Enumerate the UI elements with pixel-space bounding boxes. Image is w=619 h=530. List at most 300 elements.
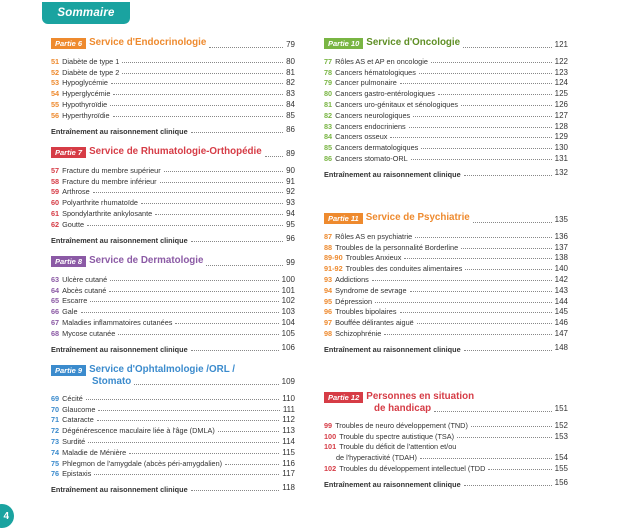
dot-leader bbox=[110, 280, 278, 281]
entry-label: Abcès cutané bbox=[62, 285, 107, 295]
dot-leader bbox=[463, 47, 552, 48]
entry-label: Schizophrénie bbox=[335, 328, 382, 338]
entry-label: Entraînement au raisonnement clinique bbox=[51, 485, 188, 495]
entry-label: Cancers neurologiques bbox=[335, 110, 411, 120]
toc-entry[interactable] bbox=[324, 273, 568, 284]
clinical-training-entry[interactable] bbox=[324, 167, 568, 179]
dot-leader bbox=[191, 241, 283, 242]
entry-label: Cancers uro-génitaux et sénologiques bbox=[335, 99, 459, 109]
entry-number: 64 bbox=[51, 285, 60, 295]
entry-page: 81 bbox=[286, 67, 295, 77]
entry-number: 94 bbox=[324, 285, 333, 295]
entry-page: 152 bbox=[554, 420, 568, 430]
dot-leader bbox=[375, 302, 552, 303]
entry-label: Cancer pulmonaire bbox=[335, 78, 397, 88]
entry-label: Surdité bbox=[62, 436, 86, 446]
entry-page: 86 bbox=[286, 124, 295, 134]
entry-page: 143 bbox=[554, 285, 568, 295]
dot-leader bbox=[465, 269, 551, 270]
toc-entry[interactable] bbox=[324, 462, 568, 473]
entry-page: 80 bbox=[286, 56, 295, 66]
entry-label: Phlegmon de l'amygdale (abcès péri-amygdalien) bbox=[62, 458, 223, 468]
section-page: 135 bbox=[554, 215, 568, 224]
entry-label: Glaucome bbox=[62, 404, 96, 414]
toc-entry[interactable] bbox=[324, 131, 568, 142]
toc-entry[interactable] bbox=[324, 66, 568, 77]
dot-leader bbox=[129, 453, 279, 454]
dot-leader bbox=[384, 334, 551, 335]
entry-page: 148 bbox=[554, 342, 568, 352]
entry-label: Troubles des conduites alimentaires bbox=[345, 264, 463, 274]
entry-number: 93 bbox=[324, 274, 333, 284]
toc-entry[interactable] bbox=[51, 175, 295, 186]
entry-number: 63 bbox=[51, 274, 60, 284]
dot-leader bbox=[88, 442, 279, 443]
entry-label: Cancers endocriniens bbox=[335, 121, 406, 131]
entry-label: Syndrome de sevrage bbox=[335, 285, 407, 295]
entry-page: 146 bbox=[554, 318, 568, 328]
dot-leader bbox=[400, 83, 552, 84]
entry-label: Spondylarthrite ankylosante bbox=[62, 208, 153, 218]
entry-page: 83 bbox=[286, 89, 295, 99]
toc-entry[interactable] bbox=[51, 87, 295, 98]
dot-leader bbox=[421, 148, 551, 149]
entry-page: 137 bbox=[554, 242, 568, 252]
entry-page: 124 bbox=[554, 78, 568, 88]
toc-entry[interactable] bbox=[324, 430, 568, 441]
toc-entry[interactable] bbox=[324, 87, 568, 98]
section-title: Service de Psychiatrie bbox=[365, 212, 470, 223]
dot-leader bbox=[419, 73, 552, 74]
entry-number: 62 bbox=[51, 219, 60, 229]
dot-leader bbox=[434, 411, 551, 412]
toc-entry[interactable] bbox=[324, 109, 568, 120]
toc-entry[interactable] bbox=[324, 316, 568, 327]
dot-leader bbox=[417, 323, 552, 324]
entry-number: 77 bbox=[324, 56, 333, 66]
dot-leader bbox=[464, 175, 552, 176]
entry-number: 72 bbox=[51, 426, 60, 436]
entry-label: Entraînement au raisonnement clinique bbox=[51, 235, 188, 245]
entry-number: 60 bbox=[51, 198, 60, 208]
toc-entry[interactable] bbox=[51, 414, 295, 425]
clinical-training-entry[interactable] bbox=[51, 124, 295, 136]
entry-label: Epistaxis bbox=[62, 469, 92, 479]
entry-page: 155 bbox=[554, 463, 568, 473]
toc-entry[interactable] bbox=[51, 186, 295, 197]
toc-entry[interactable] bbox=[324, 262, 568, 273]
entry-label: Bouffée délirantes aiguë bbox=[335, 318, 414, 328]
entry-page: 125 bbox=[554, 89, 568, 99]
entry-label: Hypothyroïdie bbox=[62, 99, 108, 109]
entry-page: 115 bbox=[282, 447, 295, 457]
section-header-continued bbox=[324, 403, 568, 415]
entry-number: 81 bbox=[324, 99, 333, 109]
section-title-line2: Stomato bbox=[92, 376, 132, 387]
toc-entry[interactable] bbox=[51, 435, 295, 446]
entry-label: Diabète de type 2 bbox=[62, 67, 120, 77]
dot-leader bbox=[404, 258, 551, 259]
entry-label: Maladies inflammatoires cutanées bbox=[62, 317, 173, 327]
toc-entry[interactable] bbox=[51, 273, 295, 284]
entry-number: 51 bbox=[51, 56, 60, 66]
entry-page: 110 bbox=[282, 393, 295, 403]
toc-entry[interactable] bbox=[324, 419, 568, 430]
toc-entry[interactable] bbox=[324, 327, 568, 338]
dot-leader bbox=[110, 105, 283, 106]
entry-label: Cataracte bbox=[62, 415, 94, 425]
section-psychiatrie bbox=[324, 212, 568, 354]
entry-page: 114 bbox=[282, 436, 295, 446]
toc-entry[interactable] bbox=[51, 392, 295, 403]
toc-entry[interactable] bbox=[51, 164, 295, 175]
entry-label: Ulcère cutané bbox=[62, 274, 108, 284]
dot-leader bbox=[191, 490, 280, 491]
entry-label: Arthrose bbox=[62, 187, 90, 197]
part-badge: Partie 11 bbox=[324, 213, 363, 224]
entry-page: 106 bbox=[281, 342, 295, 352]
entry-label: Trouble du spectre autistique (TSA) bbox=[339, 431, 455, 441]
entry-number: 55 bbox=[51, 99, 60, 109]
dot-leader bbox=[93, 192, 283, 193]
entry-page: 92 bbox=[286, 187, 295, 197]
entry-page: 84 bbox=[286, 99, 295, 109]
entry-page: 91 bbox=[286, 176, 295, 186]
section-header[interactable] bbox=[324, 37, 568, 51]
toc-entry[interactable] bbox=[51, 109, 295, 120]
entry-label: Troubles Anxieux bbox=[345, 253, 402, 263]
entry-page: 138 bbox=[554, 253, 568, 263]
dot-leader bbox=[420, 458, 552, 459]
entry-label: Entraînement au raisonnement clinique bbox=[324, 479, 461, 489]
entry-label: Hyperglycémie bbox=[62, 89, 111, 99]
dot-leader bbox=[94, 474, 279, 475]
section-header[interactable] bbox=[51, 364, 295, 376]
entry-page: 94 bbox=[286, 208, 295, 218]
entry-number: 67 bbox=[51, 317, 60, 327]
part-badge: Partie 9 bbox=[51, 365, 86, 376]
toc-entry[interactable] bbox=[324, 241, 568, 252]
entry-number: 89-90 bbox=[324, 253, 343, 263]
entry-page: 93 bbox=[286, 198, 295, 208]
toc-entry[interactable] bbox=[51, 403, 295, 414]
entry-label: Troubles de la personnalité Borderline bbox=[335, 242, 459, 252]
dot-leader bbox=[464, 350, 552, 351]
dot-leader bbox=[155, 214, 283, 215]
dot-leader bbox=[118, 334, 278, 335]
entry-page: 154 bbox=[554, 453, 568, 463]
section-page: 89 bbox=[286, 149, 295, 158]
page-number: 4 bbox=[0, 504, 14, 528]
entry-label: Cancers gastro-entérologiques bbox=[335, 89, 435, 99]
entry-number: 95 bbox=[324, 296, 333, 306]
entry-label: Hypoglycémie bbox=[62, 78, 108, 88]
entry-page: 140 bbox=[554, 264, 568, 274]
entry-page: 131 bbox=[554, 153, 568, 163]
dot-leader bbox=[473, 222, 552, 223]
section-title: Service de Dermatologie bbox=[89, 255, 204, 266]
entry-label: Cancers hématologiques bbox=[335, 67, 416, 77]
entry-page: 127 bbox=[554, 110, 568, 120]
entry-label: Maladie de Ménière bbox=[62, 447, 127, 457]
dot-leader bbox=[225, 464, 279, 465]
dot-leader bbox=[191, 132, 283, 133]
dot-leader bbox=[431, 62, 552, 63]
toc-entry[interactable] bbox=[51, 218, 295, 229]
toc-entry[interactable] bbox=[324, 441, 568, 452]
entry-number: 82 bbox=[324, 110, 333, 120]
toc-entry[interactable] bbox=[324, 230, 568, 241]
section-header[interactable] bbox=[324, 391, 568, 403]
entry-number: 88 bbox=[324, 242, 333, 252]
part-badge: Partie 8 bbox=[51, 256, 86, 267]
dot-leader bbox=[141, 203, 283, 204]
entry-label: Dégénérescence maculaire liée à l'âge (DMLA) bbox=[62, 426, 215, 436]
entry-label: Fracture du membre supérieur bbox=[62, 165, 161, 175]
dot-leader bbox=[111, 83, 283, 84]
section-page: 151 bbox=[554, 404, 568, 413]
entry-page: 95 bbox=[286, 219, 295, 229]
dot-leader bbox=[87, 225, 283, 226]
entry-label: Rôles AS et AP en oncologie bbox=[335, 56, 428, 66]
toc-entry[interactable] bbox=[51, 295, 295, 306]
dot-leader bbox=[81, 312, 279, 313]
section-title: Service de Rhumatologie-Orthopédie bbox=[89, 146, 262, 157]
toc-entry[interactable] bbox=[51, 327, 295, 338]
section-ophtalmologie-orl bbox=[51, 364, 295, 494]
entry-number: 87 bbox=[324, 231, 333, 241]
entry-label: Polyarthrite rhumatoïde bbox=[62, 198, 138, 208]
part-badge: Partie 7 bbox=[51, 147, 86, 158]
entry-page: 90 bbox=[286, 165, 295, 175]
dot-leader bbox=[457, 437, 552, 438]
entry-page: 132 bbox=[554, 167, 568, 177]
section-header[interactable] bbox=[324, 212, 568, 226]
entry-page: 147 bbox=[554, 328, 568, 338]
dot-leader bbox=[409, 127, 552, 128]
dot-leader bbox=[413, 116, 551, 117]
entry-label: Rôles AS en psychiatrie bbox=[335, 231, 413, 241]
dot-leader bbox=[415, 237, 551, 238]
sommaire-tab: Sommaire bbox=[42, 2, 130, 24]
entry-label: Troubles bipolaires bbox=[335, 307, 397, 317]
section-header[interactable] bbox=[51, 37, 295, 51]
dot-leader bbox=[461, 105, 552, 106]
toc-entry[interactable] bbox=[324, 98, 568, 109]
entry-page: 104 bbox=[281, 317, 295, 327]
dot-leader bbox=[438, 94, 552, 95]
entry-label: Entraînement au raisonnement clinique bbox=[324, 344, 461, 354]
clinical-training-entry[interactable] bbox=[51, 482, 295, 494]
dot-leader bbox=[134, 384, 278, 385]
entry-number: 65 bbox=[51, 296, 60, 306]
toc-entry[interactable] bbox=[51, 468, 295, 479]
entry-label: Addictions bbox=[335, 274, 369, 284]
entry-label: Hyperthyroïdie bbox=[62, 110, 110, 120]
dot-leader bbox=[218, 431, 279, 432]
entry-label: Entraînement au raisonnement clinique bbox=[51, 126, 188, 136]
entry-number: 70 bbox=[51, 404, 60, 414]
entry-page: 113 bbox=[282, 426, 295, 436]
entry-label: Mycose cutanée bbox=[62, 328, 116, 338]
entry-number: 98 bbox=[324, 328, 333, 338]
clinical-training-entry[interactable] bbox=[51, 233, 295, 245]
entry-label: Cancers stomato-ORL bbox=[335, 153, 408, 163]
toc-entry[interactable] bbox=[51, 207, 295, 218]
dot-leader bbox=[461, 248, 551, 249]
entry-label: Escarre bbox=[62, 296, 88, 306]
section-dermatologie bbox=[51, 255, 295, 354]
entry-label: Cancers dermatologiques bbox=[335, 143, 419, 153]
dot-leader bbox=[488, 469, 551, 470]
toc-entry[interactable] bbox=[51, 316, 295, 327]
toc-entry[interactable] bbox=[51, 305, 295, 316]
toc-entry[interactable] bbox=[324, 284, 568, 295]
section-oncologie bbox=[324, 37, 568, 179]
entry-page: 82 bbox=[286, 78, 295, 88]
section-page: 109 bbox=[281, 377, 295, 386]
entry-label: Dépression bbox=[335, 296, 373, 306]
entry-label: Troubles de neuro développement (TND) bbox=[335, 420, 468, 430]
toc-entry[interactable] bbox=[51, 55, 295, 66]
entry-label: Entraînement au raisonnement clinique bbox=[51, 344, 188, 354]
entry-page: 102 bbox=[281, 296, 295, 306]
section-handicap bbox=[324, 391, 568, 489]
entry-number: 84 bbox=[324, 132, 333, 142]
entry-page: 111 bbox=[282, 404, 295, 414]
entry-label: Troubles du développement intellectuel (TDD bbox=[339, 463, 486, 473]
entry-number: 80 bbox=[324, 89, 333, 99]
entry-page: 128 bbox=[554, 121, 568, 131]
toc-entry[interactable] bbox=[51, 98, 295, 109]
entry-label: Diabète de type 1 bbox=[62, 56, 120, 66]
toc-entry[interactable] bbox=[324, 152, 568, 163]
entry-label: Goutte bbox=[62, 219, 85, 229]
section-title-line2: de handicap bbox=[374, 403, 432, 414]
entry-label: Cancers osseux bbox=[335, 132, 388, 142]
entry-number: 101 bbox=[324, 442, 337, 452]
toc-entry[interactable] bbox=[324, 306, 568, 317]
dot-leader bbox=[209, 47, 283, 48]
toc-entry[interactable] bbox=[324, 252, 568, 263]
entry-number: 91-92 bbox=[324, 264, 343, 274]
entry-page: 118 bbox=[282, 483, 295, 493]
entry-number: 73 bbox=[51, 436, 60, 446]
entry-number: 99 bbox=[324, 420, 333, 430]
entry-page: 101 bbox=[281, 285, 295, 295]
entry-label: Entraînement au raisonnement clinique bbox=[324, 169, 461, 179]
section-page: 99 bbox=[286, 258, 295, 267]
entry-page: 117 bbox=[282, 469, 295, 479]
dot-leader bbox=[191, 350, 279, 351]
entry-number: 59 bbox=[51, 187, 60, 197]
section-endocrinologie bbox=[51, 37, 295, 136]
toc-entry-continued[interactable] bbox=[324, 451, 568, 462]
dot-leader bbox=[122, 73, 283, 74]
section-title: Service d'Oncologie bbox=[366, 37, 461, 48]
dot-leader bbox=[411, 159, 552, 160]
toc-entry[interactable] bbox=[51, 66, 295, 77]
part-badge: Partie 6 bbox=[51, 38, 86, 49]
toc-entry[interactable] bbox=[51, 457, 295, 468]
toc-entry[interactable] bbox=[51, 77, 295, 88]
entry-number: 97 bbox=[324, 318, 333, 328]
entry-page: 130 bbox=[554, 143, 568, 153]
dot-leader bbox=[206, 265, 283, 266]
entry-page: 116 bbox=[282, 458, 295, 468]
section-page: 121 bbox=[554, 40, 568, 49]
entry-number: 86 bbox=[324, 153, 333, 163]
entry-page: 126 bbox=[554, 99, 568, 109]
clinical-training-entry[interactable] bbox=[324, 477, 568, 489]
entry-page: 136 bbox=[554, 231, 568, 241]
entry-number: 79 bbox=[324, 78, 333, 88]
dot-leader bbox=[122, 62, 283, 63]
toc-entry[interactable] bbox=[51, 196, 295, 207]
dot-leader bbox=[372, 280, 552, 281]
entry-page: 96 bbox=[286, 233, 295, 243]
clinical-training-entry[interactable] bbox=[324, 342, 568, 354]
toc-entry[interactable] bbox=[51, 284, 295, 295]
entry-number: 66 bbox=[51, 307, 60, 317]
toc-entry[interactable] bbox=[51, 424, 295, 435]
entry-label: Cécité bbox=[62, 393, 83, 403]
toc-entry[interactable] bbox=[324, 55, 568, 66]
dot-leader bbox=[410, 291, 552, 292]
toc-entry[interactable] bbox=[324, 295, 568, 306]
entry-page: 103 bbox=[281, 307, 295, 317]
entry-label: Trouble du déficit de l'attention et/ou bbox=[339, 442, 457, 452]
dot-leader bbox=[400, 312, 552, 313]
section-title: Service d'Endocrinologie bbox=[89, 37, 207, 48]
section-header[interactable] bbox=[51, 146, 295, 160]
toc-entry[interactable] bbox=[51, 446, 295, 457]
entry-number: 96 bbox=[324, 307, 333, 317]
dot-leader bbox=[265, 156, 283, 157]
entry-number: 68 bbox=[51, 328, 60, 338]
entry-page: 122 bbox=[554, 56, 568, 66]
toc-entry[interactable] bbox=[324, 141, 568, 152]
toc-entry[interactable] bbox=[324, 77, 568, 88]
entry-number: 54 bbox=[51, 89, 60, 99]
entry-page: 153 bbox=[554, 431, 568, 441]
entry-number: 58 bbox=[51, 176, 60, 186]
dot-leader bbox=[390, 137, 551, 138]
entry-page: 123 bbox=[554, 67, 568, 77]
entry-page: 85 bbox=[286, 110, 295, 120]
dot-leader bbox=[113, 116, 284, 117]
entry-page: 129 bbox=[554, 132, 568, 142]
entry-number: 83 bbox=[324, 121, 333, 131]
entry-page: 156 bbox=[554, 477, 568, 487]
part-badge: Partie 10 bbox=[324, 38, 363, 49]
section-header-continued bbox=[51, 376, 295, 388]
entry-number: 74 bbox=[51, 447, 60, 457]
clinical-training-entry[interactable] bbox=[51, 342, 295, 354]
entry-number: 78 bbox=[324, 67, 333, 77]
entry-number: 71 bbox=[51, 415, 60, 425]
entry-number: 69 bbox=[51, 393, 60, 403]
dot-leader bbox=[464, 485, 552, 486]
dot-leader bbox=[86, 399, 279, 400]
dot-leader bbox=[471, 426, 552, 427]
entry-number: 52 bbox=[51, 67, 60, 77]
dot-leader bbox=[160, 182, 283, 183]
dot-leader bbox=[164, 171, 283, 172]
toc-entry[interactable] bbox=[324, 120, 568, 131]
entry-page: 145 bbox=[554, 307, 568, 317]
section-header[interactable] bbox=[51, 255, 295, 269]
